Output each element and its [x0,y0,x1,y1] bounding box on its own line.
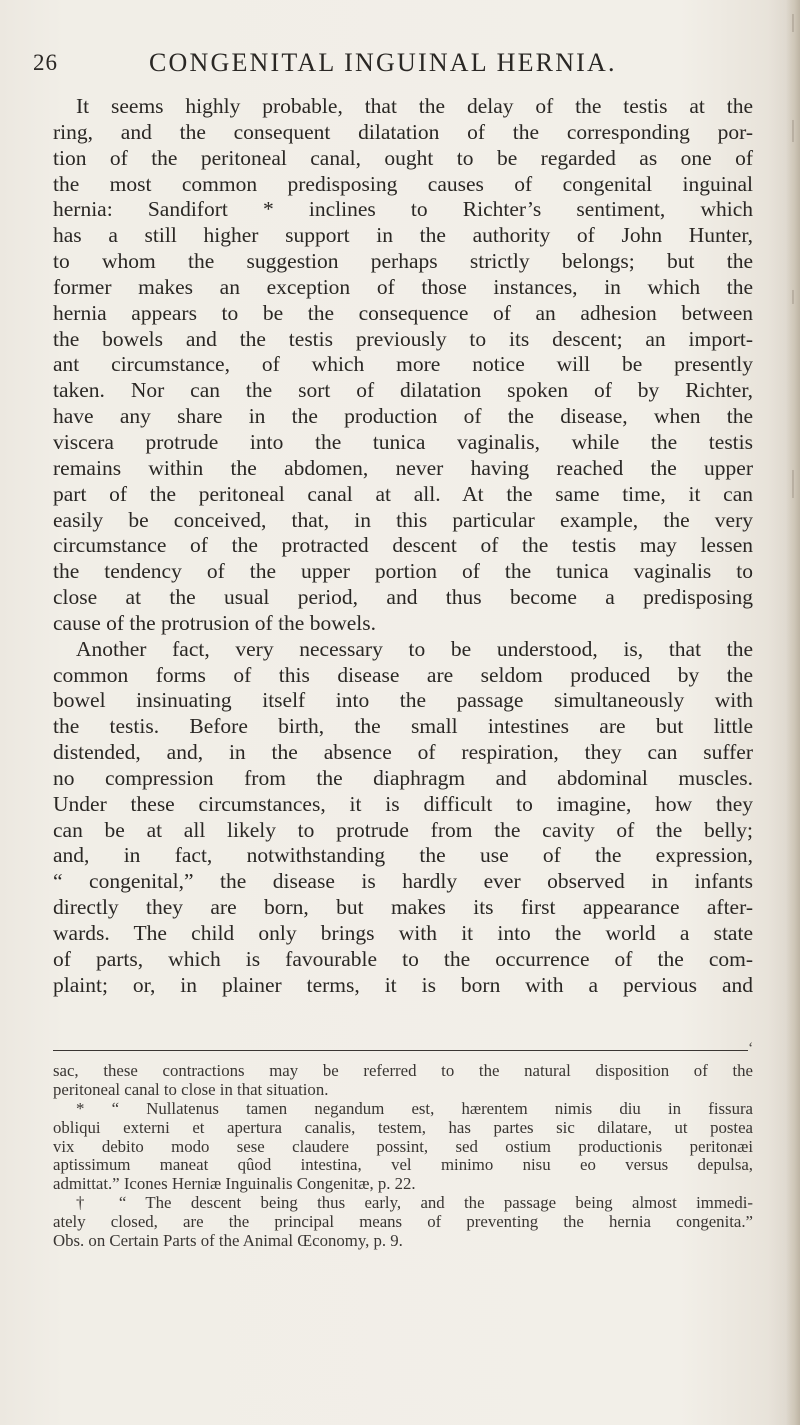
body-line: of parts, which is favourable to the occurrence of the com- [53,946,753,971]
page-spine-shadow [786,0,800,1425]
footnote-line: * “ Nullatenus tamen negandum est, hærentem nimis diu in fissura [76,1098,753,1118]
body-line: former makes an exception of those instances, in which the [53,274,753,299]
footnote-line: Obs. on Certain Parts of the Animal Œconomy, p. 9. [53,1231,403,1251]
body-line: common forms of this disease are seldom produced by the [53,662,753,687]
printer-mark: ‘ [748,1040,754,1057]
body-line: distended, and, in the absence of respiration, they can suffer [53,740,753,765]
page-edge-mark [792,470,794,498]
footnote-line: † “ The descent being thus early, and the passage being almost immedi- [76,1193,753,1213]
running-head: CONGENITAL INGUINAL HERNIA. [149,48,617,77]
body-line: no compression from the diaphragm and abdominal muscles. [53,765,753,790]
body-line: Under these circumstances, it is difficult to imagine, how they [53,791,753,816]
page-header [33,48,753,88]
body-line: taken. Nor can the sort of dilatation spoken of by Richter, [53,378,753,403]
body-line: bowel insinuating itself into the passage simultaneously with [53,688,753,713]
footnote-line: admittat.” Icones Herniæ Inguinalis Congenitæ, p. 22. [53,1174,416,1194]
footnote-line: aptissimum maneat qûod intestina, vel minimo nisu eo versus depulsa, [53,1155,753,1175]
footnotes [53,1062,753,1251]
body-line: the tendency of the upper portion of the tunica vaginalis to [53,559,753,584]
body-line: ant circumstance, of which more notice will be presently [53,352,753,377]
body-line: viscera protrude into the tunica vaginalis, while the testis [53,429,753,454]
body-line: directly they are born, but makes its first appearance after- [53,895,753,920]
footnote-line: obliqui externi et apertura canalis, testem, has partes sic dilatare, ut postea [53,1117,753,1137]
body-line: part of the peritoneal canal at all. At the same time, it can [53,481,753,506]
page-edge-mark [792,14,794,32]
page-number: 26 [33,50,58,75]
body-line: Another fact, very necessary to be understood, is, that the [76,636,753,661]
body-line: to whom the suggestion perhaps strictly belongs; but the [53,249,753,274]
page-edge-mark [792,290,794,304]
footnote-line: sac, these contractions may be referred to the natural disposition of the [53,1061,753,1080]
body-line: have any share in the production of the disease, when the [53,404,753,429]
footnote-line: peritoneal canal to close in that situation. [53,1079,329,1099]
body-line: has a still higher support in the authority of John Hunter, [53,223,753,248]
body-line: and, in fact, notwithstanding the use of the expression, [53,843,753,868]
body-line: the testis. Before birth, the small intestines are but little [53,714,753,739]
footnote-line: ately closed, are the principal means of preventing the hernia congenita.” [53,1212,753,1232]
footnote-line: vix debito modo sese claudere possint, sed ostium productionis peritonæi [53,1136,753,1156]
footnote-divider [53,1050,748,1051]
body-line: “ congenital,” the disease is hardly ever observed in infants [53,869,753,894]
body-line: easily be conceived, that, in this particular example, the very [53,507,753,532]
body-line: wards. The child only brings with it into the world a state [53,921,753,945]
body-line: close at the usual period, and thus become a predisposing [53,585,753,610]
body-line: the bowels and the testis previously to its descent; an import- [53,326,753,351]
body-line: circumstance of the protracted descent of the testis may lessen [53,533,753,558]
body-line: hernia: Sandifort * inclines to Richter’s sentiment, which [53,197,753,222]
body-line: the most common predisposing causes of congenital inguinal [53,171,753,196]
body-line: hernia appears to be the consequence of an adhesion between [53,300,753,325]
body-line: plaint; or, in plainer terms, it is born with a pervious and [53,972,753,997]
body-line: can be at all likely to protrude from the cavity of the belly; [53,817,753,842]
body-text [53,94,753,999]
body-line: cause of the protrusion of the bowels. [53,610,377,635]
body-line: ring, and the consequent dilatation of the corresponding por- [53,119,753,144]
page-edge-mark [792,120,794,142]
body-line: remains within the abdomen, never having reached the upper [53,455,753,480]
body-line: tion of the peritoneal canal, ought to be regarded as one of [53,145,753,170]
body-line: It seems highly probable, that the delay of the testis at the [76,94,753,118]
